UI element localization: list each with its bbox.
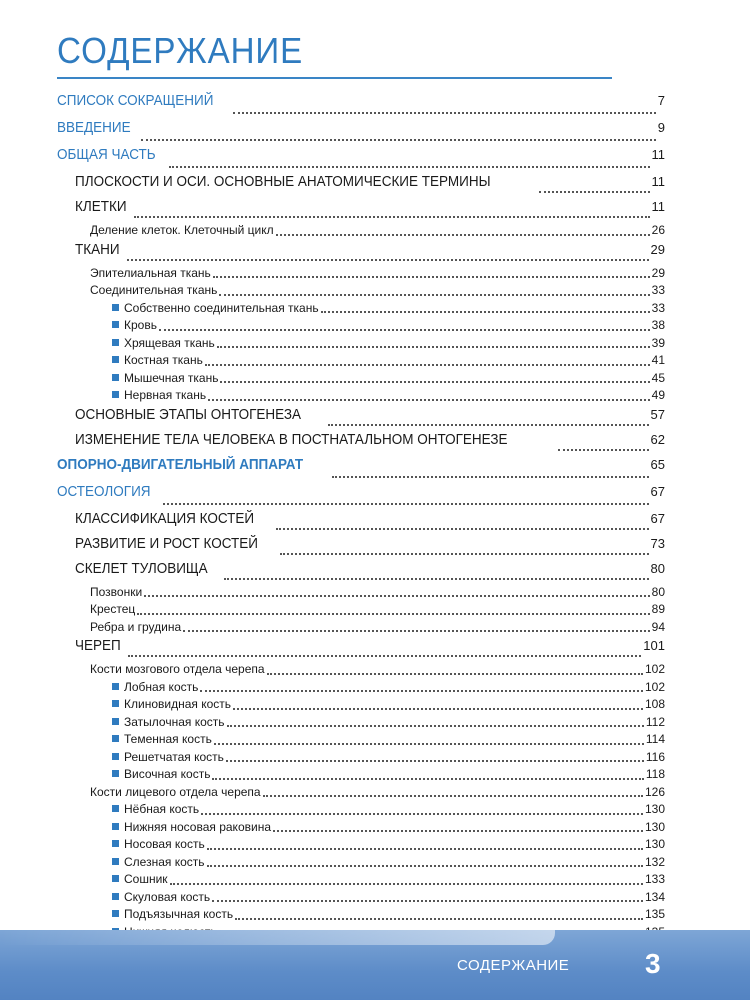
toc-page-number: 130 <box>644 837 665 851</box>
dot-leader <box>267 673 643 675</box>
toc-page-number: 9 <box>657 120 665 135</box>
square-bullet-icon <box>112 823 119 830</box>
toc-entry-title: Костная ткань <box>124 353 203 367</box>
square-bullet-icon <box>112 374 119 381</box>
toc-page-number: 130 <box>644 802 665 816</box>
dot-leader <box>233 112 656 114</box>
toc-entry-title: СПИСОК СОКРАЩЕНИЙ <box>57 92 214 109</box>
toc-page-number: 130 <box>644 819 665 834</box>
dot-leader <box>539 191 650 193</box>
toc-page-number: 108 <box>644 697 665 711</box>
toc-entry[interactable] <box>57 620 665 638</box>
square-bullet-icon <box>112 858 119 865</box>
dot-leader <box>159 329 650 331</box>
toc-page-number: 57 <box>650 406 665 422</box>
toc-entry[interactable] <box>57 802 665 820</box>
dot-leader <box>332 476 648 478</box>
dot-leader <box>128 655 642 657</box>
toc-entry-title: Теменная кость <box>124 732 212 746</box>
toc-page-number: 33 <box>651 300 665 315</box>
dot-leader <box>276 234 650 236</box>
toc-entry-title: Соединительная ткань <box>90 283 218 297</box>
dot-leader <box>328 424 648 426</box>
dot-leader <box>321 311 650 313</box>
dot-leader <box>214 743 644 745</box>
toc-entry[interactable] <box>57 406 665 431</box>
toc-entry[interactable] <box>57 198 665 223</box>
square-bullet-icon <box>112 700 119 707</box>
toc-entry[interactable] <box>57 535 665 560</box>
toc-page-number: 39 <box>651 335 665 350</box>
toc-entry[interactable] <box>57 146 665 173</box>
square-bullet-icon <box>112 893 119 900</box>
square-bullet-icon <box>112 840 119 847</box>
toc-entry-title: ВВЕДЕНИЕ <box>57 119 131 136</box>
dot-leader <box>212 900 643 902</box>
toc-entry-title: Кровь <box>124 318 157 332</box>
toc-entry-title: Затылочная кость <box>124 714 225 729</box>
dot-leader <box>183 630 650 632</box>
toc-entry[interactable] <box>57 785 665 803</box>
toc-entry-title: Подъязычная кость <box>124 907 234 921</box>
toc-entry[interactable] <box>57 890 665 908</box>
square-bullet-icon <box>112 805 119 812</box>
toc-page-number: 67 <box>650 510 665 526</box>
footer-highlight <box>0 930 555 945</box>
dot-leader <box>233 708 643 710</box>
toc-entry-title: ОСТЕОЛОГИЯ <box>57 482 151 500</box>
toc-entry-title: Хрящевая ткань <box>124 335 215 350</box>
toc-entry[interactable] <box>57 602 665 620</box>
toc-page-number: 38 <box>651 318 665 332</box>
toc-entry[interactable] <box>57 456 665 483</box>
toc-entry[interactable] <box>57 371 665 389</box>
square-bullet-icon <box>112 875 119 882</box>
toc-entry-title: Клиновидная кость <box>124 697 232 711</box>
toc-page-number: 11 <box>651 174 665 189</box>
toc-entry-title: Деление клеток. Клеточный цикл <box>90 223 274 237</box>
toc-entry[interactable] <box>57 637 665 662</box>
toc-entry[interactable] <box>57 510 665 535</box>
toc-entry[interactable] <box>57 872 665 890</box>
toc-entry[interactable] <box>57 223 665 241</box>
toc-entry-title: ЧЕРЕП <box>75 637 121 654</box>
toc-entry[interactable] <box>57 388 665 406</box>
toc-page-number: 102 <box>644 679 665 694</box>
dot-leader <box>224 578 648 580</box>
toc-page-number: 135 <box>644 907 665 921</box>
dot-leader <box>227 725 644 727</box>
dot-leader <box>141 139 656 141</box>
toc-page-number: 11 <box>651 199 665 214</box>
toc-page-number: 49 <box>651 388 665 402</box>
dot-leader <box>276 528 649 530</box>
toc-page-number: 11 <box>651 147 665 162</box>
toc-entry[interactable] <box>57 560 665 585</box>
toc-entry[interactable] <box>57 301 665 319</box>
toc-entry-title: ТКАНИ <box>75 240 120 258</box>
toc-entry[interactable] <box>57 266 665 284</box>
dot-leader <box>213 276 650 278</box>
dot-leader <box>205 364 650 366</box>
toc-entry-title: Решетчатая кость <box>124 749 224 764</box>
toc-entry[interactable] <box>57 353 665 371</box>
toc-entry[interactable] <box>57 820 665 838</box>
square-bullet-icon <box>112 304 119 311</box>
toc-page-number: 102 <box>644 662 665 676</box>
toc-entry-title: ПЛОСКОСТИ И ОСИ. ОСНОВНЫЕ АНАТОМИЧЕСКИЕ ТЕРМИНЫ <box>75 173 491 190</box>
toc-entry[interactable] <box>57 119 665 146</box>
toc-entry[interactable] <box>57 680 665 698</box>
toc-entry-title: Лобная кость <box>124 679 199 694</box>
title-underline <box>57 77 612 79</box>
table-of-contents <box>57 92 665 942</box>
toc-entry[interactable] <box>57 241 665 266</box>
toc-page-number: 80 <box>650 560 665 576</box>
toc-entry[interactable] <box>57 283 665 301</box>
toc-entry-title: Слезная кость <box>124 854 205 869</box>
toc-entry[interactable] <box>57 837 665 855</box>
toc-entry[interactable] <box>57 318 665 336</box>
toc-entry[interactable] <box>57 483 665 510</box>
toc-entry[interactable] <box>57 697 665 715</box>
toc-entry-title: Нёбная кость <box>124 802 200 816</box>
square-bullet-icon <box>112 391 119 398</box>
toc-entry[interactable] <box>57 855 665 873</box>
toc-page-number: 134 <box>644 889 665 904</box>
square-bullet-icon <box>112 683 119 690</box>
dot-leader <box>212 778 643 780</box>
toc-entry-title: ОБЩАЯ ЧАСТЬ <box>57 146 156 163</box>
toc-entry-title: КЛЕТКИ <box>75 198 127 215</box>
toc-entry-title: Скуловая кость <box>124 889 211 904</box>
toc-entry-title: Позвонки <box>90 584 143 599</box>
toc-entry-title: Мышечная ткань <box>124 370 219 385</box>
footer-page-number: 3 <box>645 948 661 979</box>
dot-leader <box>163 503 649 505</box>
toc-entry-title: Кости лицевого отдела черепа <box>90 784 261 799</box>
dot-leader <box>134 216 649 218</box>
toc-page-number: 26 <box>651 223 665 237</box>
toc-page-number: 89 <box>651 602 665 616</box>
dot-leader <box>137 613 649 615</box>
square-bullet-icon <box>112 356 119 363</box>
toc-entry[interactable] <box>57 715 665 733</box>
square-bullet-icon <box>112 770 119 777</box>
square-bullet-icon <box>112 718 119 725</box>
toc-entry[interactable] <box>57 662 665 680</box>
toc-entry-title: Кости мозгового отдела черепа <box>90 662 265 676</box>
toc-page-number: 29 <box>651 265 665 280</box>
toc-page-number: 112 <box>645 714 665 729</box>
footer-section-label: СОДЕРЖАНИЕ <box>457 957 570 974</box>
toc-entry[interactable] <box>57 92 665 119</box>
toc-entry-title: Собственно соединительная ткань <box>124 300 319 315</box>
dot-leader <box>558 449 649 451</box>
square-bullet-icon <box>112 339 119 346</box>
square-bullet-icon <box>112 910 119 917</box>
toc-entry-title: Сошник <box>124 872 168 886</box>
dot-leader <box>219 294 649 296</box>
toc-page-number: 133 <box>644 872 665 886</box>
square-bullet-icon <box>112 753 119 760</box>
toc-entry-title: СКЕЛЕТ ТУЛОВИЩА <box>75 559 208 577</box>
dot-leader <box>207 848 643 850</box>
toc-entry-title: РАЗВИТИЕ И РОСТ КОСТЕЙ <box>75 534 258 552</box>
dot-leader <box>207 865 643 867</box>
dot-leader <box>201 813 643 815</box>
toc-page-number: 67 <box>650 483 665 499</box>
toc-entry-title: ИЗМЕНЕНИЕ ТЕЛА ЧЕЛОВЕКА В ПОСТНАТАЛЬНОМ ОНТОГЕНЕЗЕ <box>75 430 508 448</box>
dot-leader <box>280 553 648 555</box>
toc-entry-title: Носовая кость <box>124 837 205 851</box>
toc-page-number: 45 <box>651 370 665 385</box>
toc-page-number: 80 <box>651 584 665 599</box>
toc-entry[interactable] <box>57 767 665 785</box>
square-bullet-icon <box>112 735 119 742</box>
toc-entry-title: ОПОРНО-ДВИГАТЕЛЬНЫЙ АППАРАТ <box>57 455 304 473</box>
dot-leader <box>273 830 643 832</box>
toc-page-number: 132 <box>644 854 665 869</box>
toc-entry-title: Нервная ткань <box>124 388 207 402</box>
toc-entry[interactable] <box>57 907 665 925</box>
dot-leader <box>170 883 643 885</box>
dot-leader <box>144 595 649 597</box>
toc-entry-title: Нижняя носовая раковина <box>124 819 271 834</box>
toc-entry-title: КЛАССИФИКАЦИЯ КОСТЕЙ <box>75 509 255 527</box>
toc-entry[interactable] <box>57 585 665 603</box>
dot-leader <box>220 381 649 383</box>
toc-page-number: 118 <box>645 767 665 781</box>
dot-leader <box>127 259 649 261</box>
dot-leader <box>200 690 643 692</box>
toc-entry-title: ОСНОВНЫЕ ЭТАПЫ ОНТОГЕНЕЗА <box>75 405 302 423</box>
toc-page-number: 7 <box>657 93 665 108</box>
toc-entry-title: Височная кость <box>124 767 211 781</box>
dot-leader <box>235 918 643 920</box>
dot-leader <box>226 760 644 762</box>
toc-page-number: 41 <box>651 353 665 367</box>
toc-page-number: 114 <box>645 732 665 746</box>
toc-page-number: 65 <box>650 456 665 472</box>
dot-leader <box>208 399 650 401</box>
dot-leader <box>217 346 650 348</box>
toc-page-number: 62 <box>650 431 665 447</box>
toc-page-number: 116 <box>645 749 665 764</box>
toc-entry[interactable] <box>57 336 665 354</box>
square-bullet-icon <box>112 321 119 328</box>
dot-leader <box>169 166 650 168</box>
toc-entry[interactable] <box>57 431 665 456</box>
page-title: СОДЕРЖАНИЕ <box>57 30 304 71</box>
toc-page-number: 29 <box>650 241 665 257</box>
toc-page-number: 126 <box>644 784 665 799</box>
toc-page-number: 94 <box>651 619 665 634</box>
toc-entry[interactable] <box>57 173 665 198</box>
toc-entry[interactable] <box>57 750 665 768</box>
toc-entry-title: Крестец <box>90 602 136 616</box>
toc-entry-title: Ребра и грудина <box>90 619 182 634</box>
toc-page-number: 73 <box>650 535 665 551</box>
toc-page-number: 33 <box>651 283 665 297</box>
toc-entry-title: Эпителиальная ткань <box>90 265 211 280</box>
toc-page-number: 101 <box>643 638 665 653</box>
dot-leader <box>263 795 643 797</box>
toc-entry[interactable] <box>57 732 665 750</box>
